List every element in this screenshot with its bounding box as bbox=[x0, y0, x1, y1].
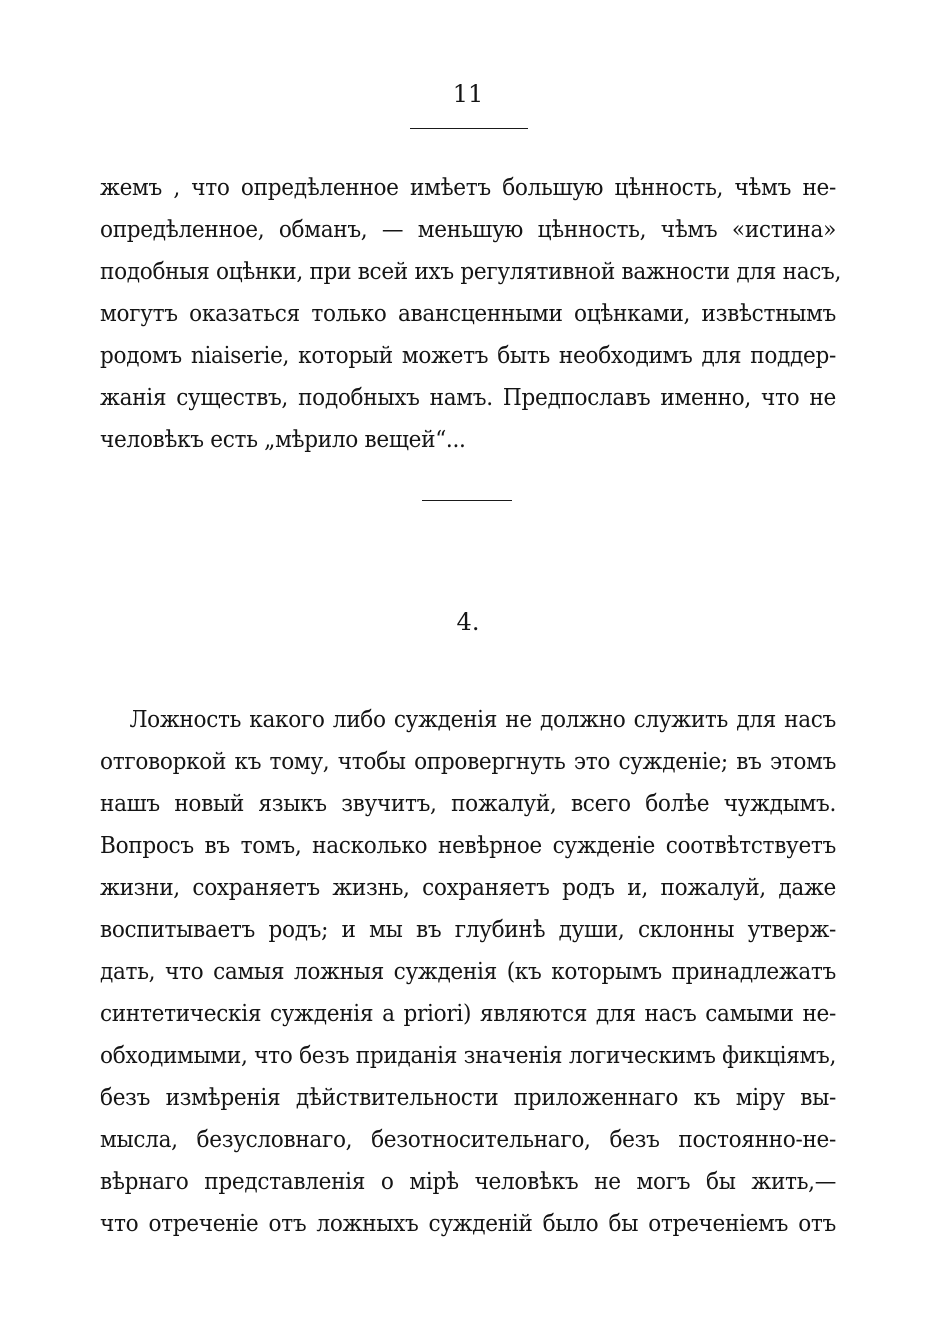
text-line: вѣрнаго представленія о мірѣ человѣкъ не могъ бы жить,— bbox=[100, 1167, 836, 1195]
text-line: синтетическія сужденія a priori) являются для насъ самыми не- bbox=[100, 999, 836, 1027]
text-line: Ложность какого либо сужденія не должно служить для насъ bbox=[129, 705, 836, 733]
text-line: жемъ , что опредѣленное имѣетъ большую цѣнность, чѣмъ не- bbox=[100, 173, 836, 201]
text-line: обходимыми, что безъ приданія значенія логическимъ фикціямъ, bbox=[100, 1041, 836, 1069]
text-line: нашъ новый языкъ звучитъ, пожалуй, всего болѣе чуждымъ. bbox=[100, 789, 836, 817]
section-number: 4. bbox=[456, 608, 480, 636]
text-line: жизни, сохраняетъ жизнь, сохраняетъ родъ и, пожалуй, даже bbox=[100, 873, 836, 901]
text-line: безъ измѣренія дѣйствительности приложеннаго къ міру вы- bbox=[100, 1083, 836, 1111]
text-line: воспитываетъ родъ; и мы въ глубинѣ души, склонны утверж- bbox=[100, 915, 836, 943]
header-rule bbox=[410, 128, 528, 129]
text-line: жанія существъ, подобныхъ намъ. Предпославъ именно, что не bbox=[100, 383, 836, 411]
text-line: мысла, безусловнаго, безотносительнаго, безъ постоянно-не- bbox=[100, 1125, 836, 1153]
section-divider-rule bbox=[422, 500, 512, 501]
page-number: 11 bbox=[452, 80, 484, 108]
paragraph-section-4 bbox=[100, 698, 836, 1244]
text-line: родомъ niaiserie, который можетъ быть необходимъ для поддер- bbox=[100, 341, 836, 369]
paragraph-continued bbox=[100, 166, 842, 460]
text-line: подобныя оцѣнки, при всей ихъ регулятивной важности для насъ, bbox=[100, 257, 842, 285]
text-line: могутъ оказаться только авансценными оцѣнками, извѣстнымъ bbox=[100, 299, 836, 327]
text-line: отговоркой къ тому, чтобы опровергнуть это сужденіе; въ этомъ bbox=[100, 747, 836, 775]
text-line: опредѣленное, обманъ, — меньшую цѣнность, чѣмъ «истина» bbox=[100, 215, 836, 243]
text-line: дать, что самыя ложныя сужденія (къ которымъ принадлежатъ bbox=[100, 957, 836, 985]
text-line: Вопросъ въ томъ, насколько невѣрное сужденіе соотвѣтствуетъ bbox=[100, 831, 836, 859]
text-line: человѣкъ есть „мѣрило вещей“... bbox=[100, 425, 466, 453]
text-line: что отреченіе отъ ложныхъ сужденій было бы отреченіемъ отъ bbox=[100, 1209, 836, 1237]
